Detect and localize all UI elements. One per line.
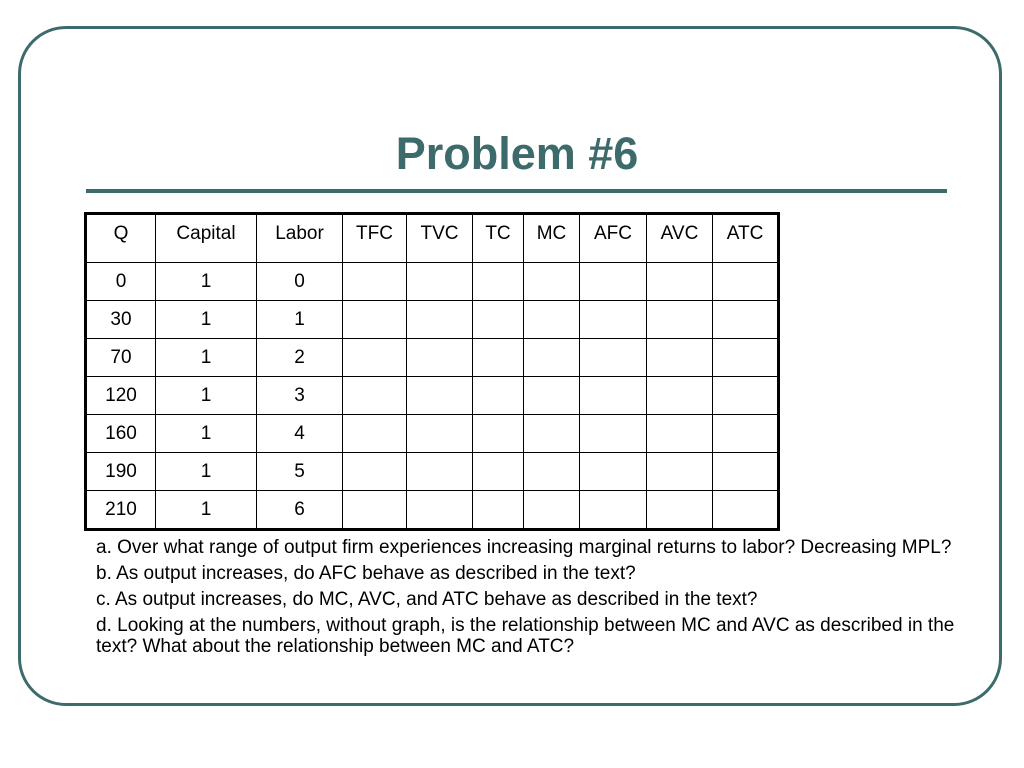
table-row <box>86 491 779 530</box>
table-cell-atc <box>713 263 779 301</box>
table-cell-capital: 1 <box>156 453 257 491</box>
table-cell-mc <box>524 301 580 339</box>
table-body <box>86 263 779 530</box>
table-cell-avc <box>647 377 713 415</box>
table-cell-tvc <box>407 453 473 491</box>
table-cell-tfc <box>343 339 407 377</box>
table-cell-q: 190 <box>86 453 156 491</box>
table-cell-atc <box>713 339 779 377</box>
table-cell-tvc <box>407 415 473 453</box>
table-cell-mc <box>524 491 580 530</box>
table-cell-q: 0 <box>86 263 156 301</box>
slide-title: Problem #6 <box>395 128 639 179</box>
column-header-afc: AFC <box>580 214 647 263</box>
table-cell-afc <box>580 301 647 339</box>
table-cell-atc <box>713 491 779 530</box>
table-cell-capital: 1 <box>156 301 257 339</box>
table-cell-labor: 3 <box>257 377 343 415</box>
cost-table <box>84 212 780 531</box>
table-cell-tfc <box>343 301 407 339</box>
table-cell-tc <box>473 263 524 301</box>
table-cell-avc <box>647 453 713 491</box>
table-cell-capital: 1 <box>156 415 257 453</box>
table-cell-avc <box>647 415 713 453</box>
table-cell-capital: 1 <box>156 263 257 301</box>
table-cell-atc <box>713 377 779 415</box>
table-cell-labor: 4 <box>257 415 343 453</box>
table-cell-tc <box>473 415 524 453</box>
column-header-tc: TC <box>473 214 524 263</box>
table-cell-mc <box>524 377 580 415</box>
table-cell-tc <box>473 453 524 491</box>
table-cell-mc <box>524 453 580 491</box>
column-header-tvc: TVC <box>407 214 473 263</box>
table-cell-tc <box>473 377 524 415</box>
table-cell-tc <box>473 491 524 530</box>
table-cell-q: 210 <box>86 491 156 530</box>
table-cell-tvc <box>407 301 473 339</box>
table-cell-labor: 5 <box>257 453 343 491</box>
table-cell-tvc <box>407 263 473 301</box>
table-cell-tc <box>473 301 524 339</box>
table-cell-tvc <box>407 339 473 377</box>
column-header-atc: ATC <box>713 214 779 263</box>
table-cell-tfc <box>343 491 407 530</box>
table-cell-tfc <box>343 453 407 491</box>
table-row <box>86 415 779 453</box>
table-header-row <box>86 214 779 263</box>
table-cell-labor: 6 <box>257 491 343 530</box>
table-row <box>86 301 779 339</box>
table-cell-capital: 1 <box>156 377 257 415</box>
column-header-capital: Capital <box>156 214 257 263</box>
table-cell-atc <box>713 453 779 491</box>
table-cell-tc <box>473 339 524 377</box>
table-cell-capital: 1 <box>156 491 257 530</box>
table-cell-q: 120 <box>86 377 156 415</box>
question-c: c. As output increases, do MC, AVC, and ATC behave as described in the text? <box>96 589 758 610</box>
table-cell-atc <box>713 301 779 339</box>
column-header-avc: AVC <box>647 214 713 263</box>
table-cell-tfc <box>343 415 407 453</box>
table-cell-q: 160 <box>86 415 156 453</box>
table-cell-afc <box>580 491 647 530</box>
table-cell-labor: 0 <box>257 263 343 301</box>
question-a: a. Over what range of output firm experiences increasing marginal returns to labor? Decreasing MPL? <box>96 537 952 558</box>
table-cell-mc <box>524 263 580 301</box>
table-cell-capital: 1 <box>156 339 257 377</box>
table-cell-afc <box>580 263 647 301</box>
table-cell-labor: 1 <box>257 301 343 339</box>
table-cell-mc <box>524 339 580 377</box>
table-cell-avc <box>647 263 713 301</box>
table-cell-tvc <box>407 377 473 415</box>
column-header-mc: MC <box>524 214 580 263</box>
table-cell-afc <box>580 377 647 415</box>
column-header-tfc: TFC <box>343 214 407 263</box>
column-header-labor: Labor <box>257 214 343 263</box>
table-cell-q: 70 <box>86 339 156 377</box>
table-row <box>86 453 779 491</box>
table-cell-tvc <box>407 491 473 530</box>
question-list <box>96 537 956 662</box>
table-cell-q: 30 <box>86 301 156 339</box>
table-cell-labor: 2 <box>257 339 343 377</box>
table-row <box>86 339 779 377</box>
question-b: b. As output increases, do AFC behave as described in the text? <box>96 563 636 584</box>
table-row <box>86 263 779 301</box>
table-cell-afc <box>580 339 647 377</box>
table-cell-avc <box>647 301 713 339</box>
table-cell-avc <box>647 491 713 530</box>
table-cell-afc <box>580 453 647 491</box>
table-cell-mc <box>524 415 580 453</box>
table-cell-avc <box>647 339 713 377</box>
table-cell-afc <box>580 415 647 453</box>
table-cell-atc <box>713 415 779 453</box>
table-cell-tfc <box>343 263 407 301</box>
table-cell-tfc <box>343 377 407 415</box>
column-header-q: Q <box>86 214 156 263</box>
table-row <box>86 377 779 415</box>
title-divider <box>86 189 947 193</box>
question-d: d. Looking at the numbers, without graph, is the relationship between MC and AVC as described in the text? What about the relationship between MC and ATC? <box>96 615 955 657</box>
